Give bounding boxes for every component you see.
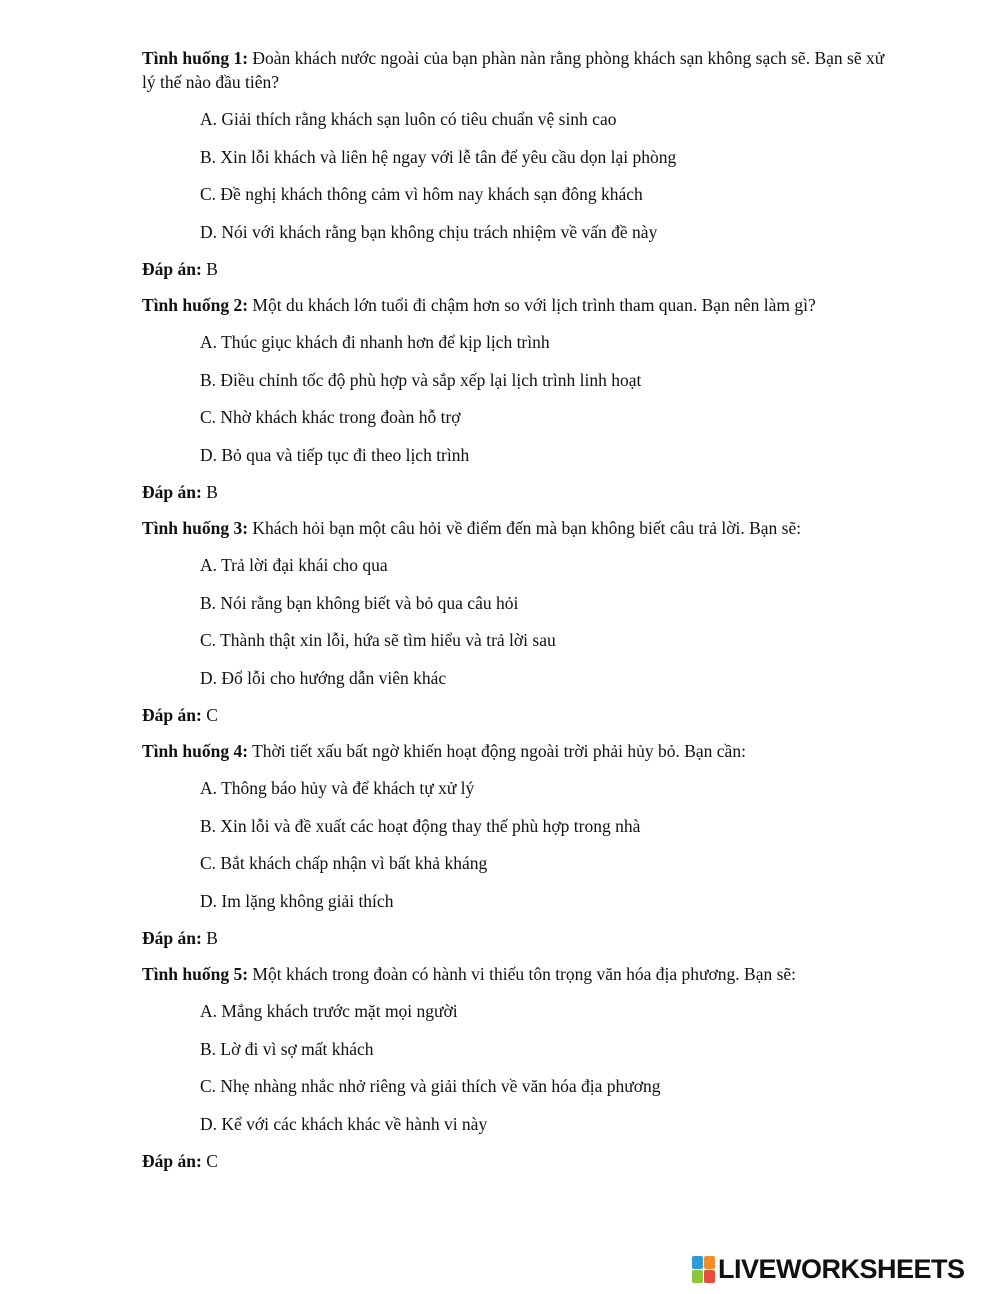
situation-3 xyxy=(142,516,887,727)
situation-question xyxy=(142,516,887,540)
situation-question xyxy=(142,293,887,317)
option-d: D. Đổ lỗi cho hướng dẫn viên khác xyxy=(200,667,447,688)
liveworksheets-logo-icon xyxy=(692,1256,715,1283)
option-b: B. Xin lỗi khách và liên hệ ngay với lễ tân để yêu cầu dọn lại phòng xyxy=(200,146,677,167)
answer-value: C xyxy=(201,1151,218,1171)
logo-wordmark: LIVEWORKSHEETS xyxy=(718,1253,965,1284)
option-a: A. Trả lời đại khái cho qua xyxy=(200,555,388,575)
situation-5 xyxy=(142,962,887,1173)
option-b: B. Nói rằng bạn không biết và bỏ qua câu hỏi xyxy=(200,592,519,613)
situation-label: Tình huống 5: xyxy=(142,964,249,984)
option-a: A. Mắng khách trước mặt mọi người xyxy=(200,1001,458,1021)
situation-label: Tình huống 1: xyxy=(142,48,249,68)
option-a: A. Thông báo hủy và để khách tự xử lý xyxy=(200,778,475,798)
situation-label: Tình huống 2: xyxy=(142,295,249,315)
liveworksheets-logo xyxy=(692,1254,965,1284)
answer-label: Đáp án: xyxy=(142,928,202,948)
option-a: A. Giải thích rằng khách sạn luôn có tiêu chuẩn vệ sinh cao xyxy=(200,109,617,129)
answer-label: Đáp án: xyxy=(142,705,202,725)
logo-square-1 xyxy=(692,1256,703,1269)
option-b: B. Điều chỉnh tốc độ phù hợp và sắp xếp lại lịch trình linh hoạt xyxy=(200,369,642,390)
situation-1 xyxy=(142,46,887,281)
situation-label: Tình huống 4: xyxy=(142,741,249,761)
situation-text: Đoàn khách nước ngoài của bạn phàn nàn rằng phòng khách sạn không sạch sẽ. Bạn sẽ xử lý thế nào đầu tiên? xyxy=(142,48,885,92)
option-d: D. Bỏ qua và tiếp tục đi theo lịch trình xyxy=(200,444,470,465)
situation-label: Tình huống 3: xyxy=(142,518,249,538)
answer-line xyxy=(142,1149,887,1173)
answer-line xyxy=(142,257,887,281)
logo-square-4 xyxy=(704,1270,715,1283)
answer-value: B xyxy=(201,482,218,502)
answer-value: B xyxy=(201,928,218,948)
answer-label: Đáp án: xyxy=(142,1151,202,1171)
logo-square-2 xyxy=(704,1256,715,1269)
situation-question xyxy=(142,962,887,986)
situation-text: Một khách trong đoàn có hành vi thiếu tôn trọng văn hóa địa phương. Bạn sẽ: xyxy=(248,964,797,984)
option-b: B. Lờ đi vì sợ mất khách xyxy=(200,1038,374,1059)
situation-text: Thời tiết xấu bất ngờ khiến hoạt động ngoài trời phải hủy bỏ. Bạn cần: xyxy=(248,741,746,761)
option-d: D. Nói với khách rằng bạn không chịu trách nhiệm về vấn đề này xyxy=(200,221,658,242)
situation-question xyxy=(142,46,887,94)
situation-question xyxy=(142,739,887,763)
option-d: D. Kể với các khách khác về hành vi này xyxy=(200,1113,488,1134)
answer-label: Đáp án: xyxy=(142,259,202,279)
option-b: B. Xin lỗi và đề xuất các hoạt động thay thế phù hợp trong nhà xyxy=(200,815,641,836)
situation-2 xyxy=(142,293,887,504)
logo-square-3 xyxy=(692,1270,703,1283)
answer-value: B xyxy=(201,259,218,279)
answer-label: Đáp án: xyxy=(142,482,202,502)
option-c: C. Nhẹ nhàng nhắc nhở riêng và giải thích về văn hóa địa phương xyxy=(200,1076,661,1096)
situation-text: Khách hỏi bạn một câu hỏi về điểm đến mà bạn không biết câu trả lời. Bạn sẽ: xyxy=(248,518,802,538)
answer-line xyxy=(142,480,887,504)
answer-line xyxy=(142,926,887,950)
situation-text: Một du khách lớn tuổi đi chậm hơn so với lịch trình tham quan. Bạn nên làm gì? xyxy=(248,295,816,315)
option-c: C. Thành thật xin lỗi, hứa sẽ tìm hiểu và trả lời sau xyxy=(200,630,556,650)
option-d: D. Im lặng không giải thích xyxy=(200,890,394,911)
worksheet-content xyxy=(142,46,887,1185)
option-c: C. Bắt khách chấp nhận vì bất khả kháng xyxy=(200,853,488,873)
answer-line xyxy=(142,703,887,727)
option-a: A. Thúc giục khách đi nhanh hơn để kịp lịch trình xyxy=(200,332,550,352)
option-c: C. Nhờ khách khác trong đoàn hỗ trợ xyxy=(200,407,461,427)
option-c: C. Đề nghị khách thông cảm vì hôm nay khách sạn đông khách xyxy=(200,184,643,204)
situation-4 xyxy=(142,739,887,950)
answer-value: C xyxy=(201,705,218,725)
